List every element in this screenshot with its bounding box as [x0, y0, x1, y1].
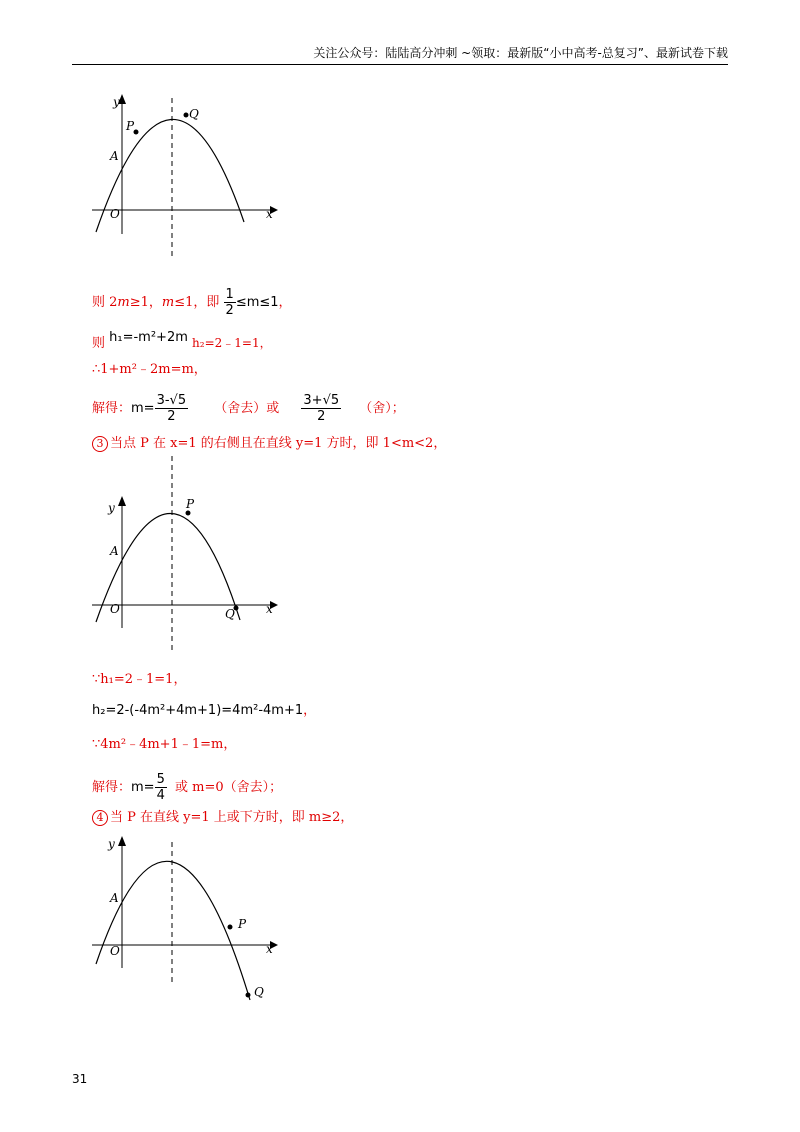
- label-y: y: [108, 501, 115, 515]
- page-header: 关注公众号：陆陆高分冲刺 ~领取：最新版“小中高考-总复习”、最新试卷下载: [72, 44, 728, 65]
- y-arrow-icon: [118, 496, 126, 506]
- fraction-five-fourths: $\frac{5}{4}$: [156, 772, 165, 803]
- text-line-8: ∵4m²﹣4m+1﹣1=m，: [92, 737, 237, 752]
- label-q: Q: [189, 107, 199, 121]
- label-y: y: [113, 95, 120, 109]
- label-p: P: [238, 917, 247, 931]
- page-number: 31: [72, 1072, 88, 1086]
- point-q: [246, 993, 251, 998]
- label-q: Q: [225, 607, 235, 621]
- text-line-7: h₂=2-(-4m²+4m+1)=4m²-4m+1，: [92, 703, 317, 718]
- point-p: [228, 925, 233, 930]
- label-x: x: [266, 207, 273, 221]
- label-o: O: [110, 207, 120, 221]
- fraction-root-1: $\frac{3-√5}{2}$: [156, 393, 187, 424]
- point-q: [184, 113, 189, 118]
- text-line-2: 则 h₁=-m²+2m h₂=2﹣1=1，: [92, 330, 272, 351]
- parabola: [96, 861, 250, 1000]
- label-y: y: [108, 837, 115, 851]
- parabola-graph-1: [88, 92, 278, 262]
- text-line-6: ∵h₁=2﹣1=1，: [92, 672, 187, 687]
- label-a: A: [110, 891, 119, 905]
- parabola-graph-2: [88, 456, 278, 656]
- fraction-half: $\frac{1}{2}$: [225, 287, 234, 318]
- text-line-10: 4 当 P 在直线 y=1 上或下方时，即 m≥2，: [92, 810, 353, 826]
- label-a: A: [110, 544, 119, 558]
- label-o: O: [110, 602, 120, 616]
- label-x: x: [266, 602, 273, 616]
- label-p: P: [126, 119, 135, 133]
- label-q: Q: [254, 985, 264, 999]
- point-p: [186, 511, 191, 516]
- label-p: P: [186, 497, 195, 511]
- point-p: [134, 130, 139, 135]
- text-line-4: 解得：m= $\frac{3-√5}{2}$ （舍去）或 $\frac{3+√5}{2}$ （舍）；: [92, 393, 405, 424]
- text-line-5: 3 当点 P 在 x=1 的右侧且在直线 y=1 方时，即 1<m<2，: [92, 436, 446, 452]
- parabola-graph-3: [88, 832, 278, 1004]
- fraction-root-2: $\frac{3+√5}{2}$: [303, 393, 340, 424]
- label-o: O: [110, 944, 120, 958]
- y-arrow-icon: [118, 836, 126, 846]
- label-x: x: [266, 942, 273, 956]
- text-line-9: 解得：m= $\frac{5}{4}$ 或 m=0（舍去）；: [92, 772, 283, 803]
- text-line-1: 则 2m≥1，m≤1，即 $\frac{1}{2}$ ≤m≤1，: [92, 287, 292, 318]
- label-a: A: [110, 149, 119, 163]
- text-line-3: ∴1+m²﹣2m=m，: [92, 362, 207, 377]
